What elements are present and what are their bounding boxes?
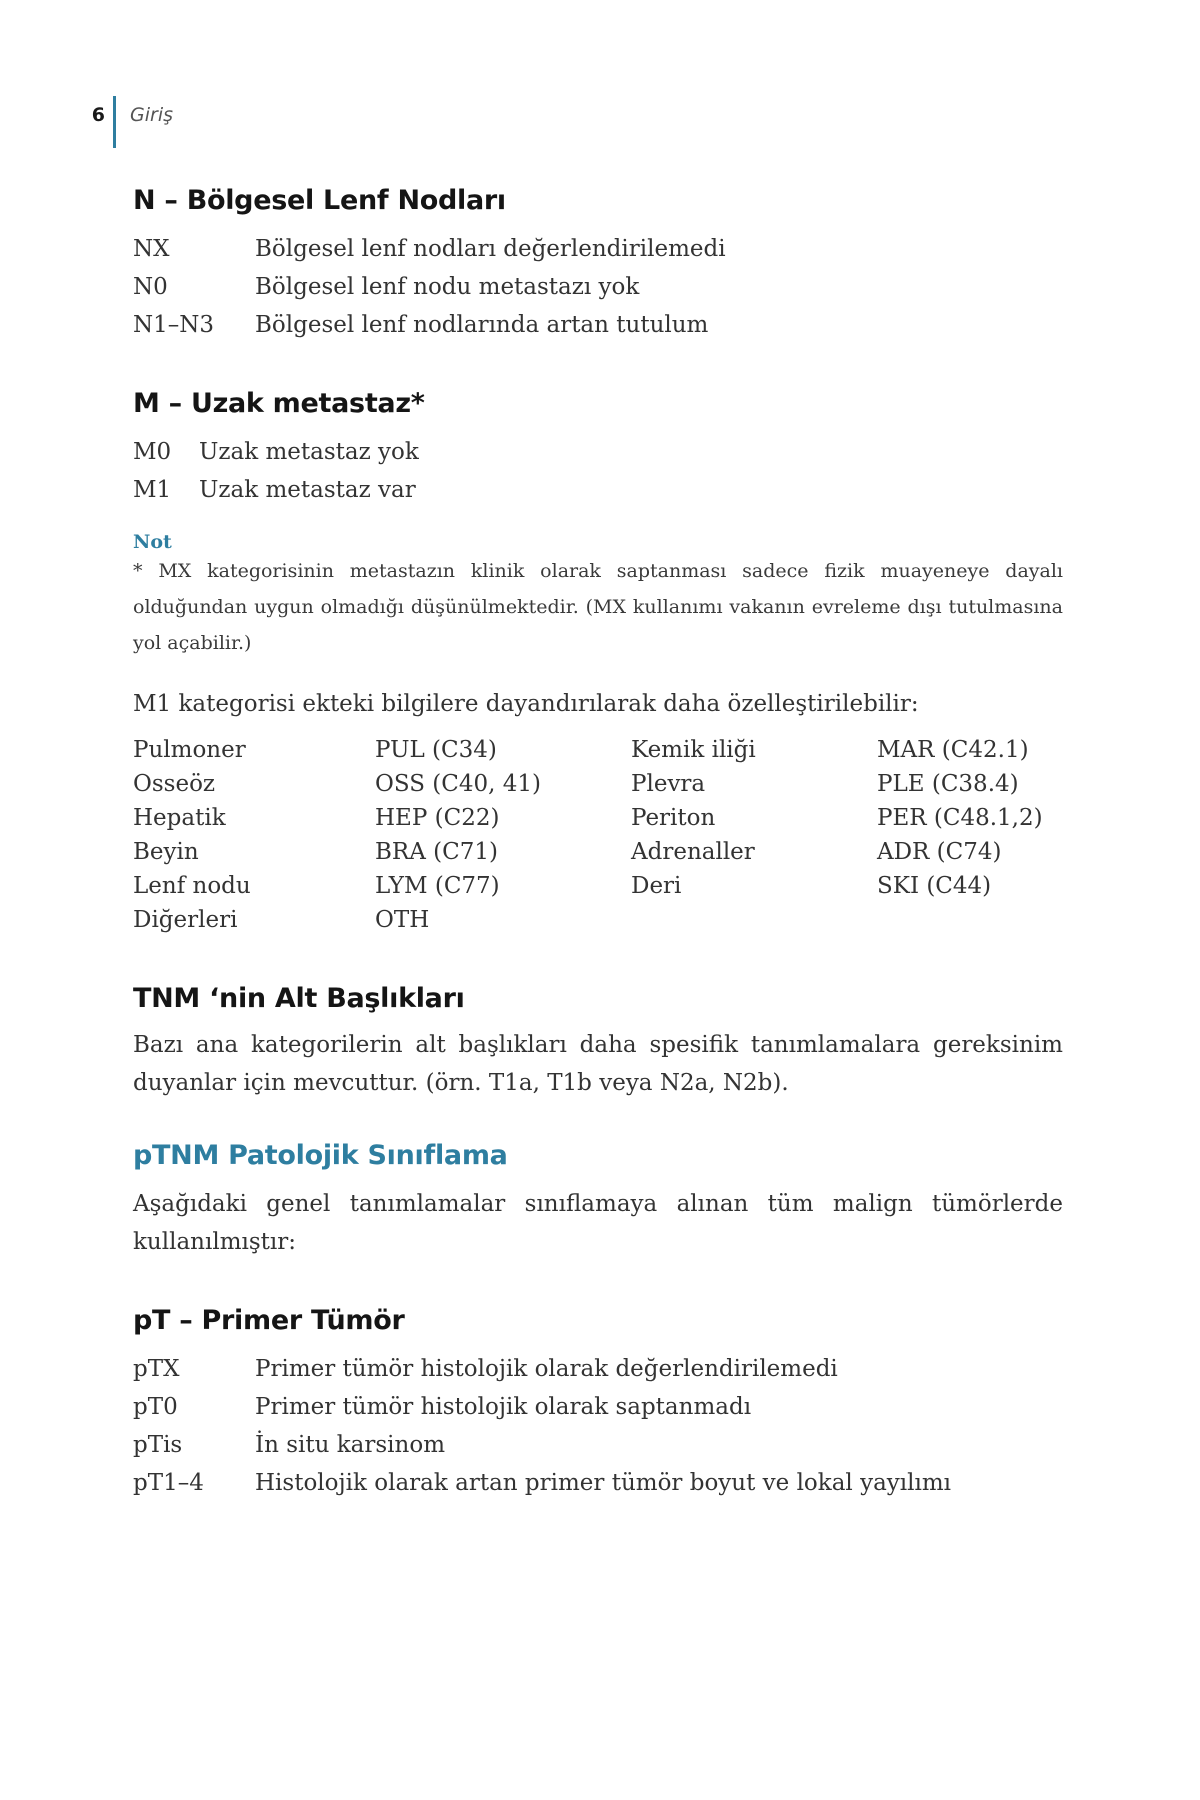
site-code: PUL (C34) xyxy=(375,737,497,763)
site-code: SKI (C44) xyxy=(877,873,992,899)
definition-row xyxy=(133,1464,1063,1502)
site-code: BRA (C71) xyxy=(375,839,498,865)
site-code xyxy=(877,903,1063,937)
definition-text: Bölgesel lenf nodları değerlendirilemedi xyxy=(255,236,726,262)
m1-sites-table xyxy=(133,733,1063,937)
definition-text: Primer tümör histolojik olarak saptanmadı xyxy=(255,1394,752,1420)
site-name: Lenf nodu xyxy=(133,873,251,899)
site-code: HEP (C22) xyxy=(375,805,500,831)
site-name: Adrenaller xyxy=(631,839,755,865)
site-name: Hepatik xyxy=(133,805,226,831)
site-name: Kemik iliği xyxy=(631,737,756,763)
note-text: * MX kategorisinin metastazın klinik olarak saptanması sadece fizik muayeneye dayalı olduğundan uygun olmadığı düşünülmektedir. (MX kullanımı vakanın evreleme dışı tutulmasına yol açabilir.) xyxy=(133,560,1063,654)
definition-text: Primer tümör histolojik olarak değerlendirilemedi xyxy=(255,1356,838,1382)
site-name: Deri xyxy=(631,873,682,899)
definition-code: pT1–4 xyxy=(133,1470,204,1496)
definition-code: pT0 xyxy=(133,1394,178,1420)
m-section-title: M – Uzak metastaz* xyxy=(133,388,425,419)
header-divider xyxy=(113,96,116,148)
site-code: MAR (C42.1) xyxy=(877,737,1029,763)
note-label: Not xyxy=(133,531,172,553)
tnm-subheadings-text: Bazı ana kategorilerin alt başlıkları daha spesifik tanımlamalara gereksinim duyanlar için mevcuttur. (örn. T1a, T1b veya N2a, N2b). xyxy=(133,1032,1063,1096)
site-name xyxy=(631,903,877,937)
pt-section-title: pT – Primer Tümör xyxy=(133,1305,405,1336)
definition-row xyxy=(133,306,1063,344)
definition-text: Uzak metastaz yok xyxy=(199,439,419,465)
n-section-title: N – Bölgesel Lenf Nodları xyxy=(133,185,506,216)
definition-row xyxy=(133,1388,1063,1426)
site-code: OSS (C40, 41) xyxy=(375,771,541,797)
definition-row xyxy=(133,230,1063,268)
site-name: Pulmoner xyxy=(133,737,246,763)
definition-row xyxy=(133,433,1063,471)
pt-definition-list xyxy=(133,1350,1063,1502)
site-name: Diğerleri xyxy=(133,907,238,933)
definition-code: M0 xyxy=(133,439,172,465)
m1-intro: M1 kategorisi ekteki bilgilere dayandırılarak daha özelleştirilebilir: xyxy=(133,691,919,717)
site-code: OTH xyxy=(375,907,430,933)
site-name: Periton xyxy=(631,805,716,831)
definition-row xyxy=(133,1426,1063,1464)
n-definition-list xyxy=(133,230,1063,344)
definition-code: N1–N3 xyxy=(133,312,215,338)
definition-text: Bölgesel lenf nodu metastazı yok xyxy=(255,274,640,300)
definition-row xyxy=(133,268,1063,306)
site-code: ADR (C74) xyxy=(877,839,1002,865)
definition-text: Uzak metastaz var xyxy=(199,477,416,503)
site-name: Beyin xyxy=(133,839,199,865)
site-code: LYM (C77) xyxy=(375,873,500,899)
page-content xyxy=(133,185,1063,1502)
tnm-subheadings-title: TNM ‘nin Alt Başlıkları xyxy=(133,983,465,1014)
definition-code: pTis xyxy=(133,1432,183,1458)
definition-row xyxy=(133,1350,1063,1388)
site-name: Osseöz xyxy=(133,771,216,797)
ptnm-text: Aşağıdaki genel tanımlamalar sınıflamaya alınan tüm malign tümörlerde kullanılmıştır: xyxy=(133,1191,1063,1255)
page-number: 6 xyxy=(91,104,105,126)
page-header xyxy=(85,96,173,152)
definition-row xyxy=(133,471,1063,509)
site-code: PER (C48.1,2) xyxy=(877,805,1043,831)
definition-code: N0 xyxy=(133,274,168,300)
definition-text: Bölgesel lenf nodlarında artan tutulum xyxy=(255,312,709,338)
ptnm-title: pTNM Patolojik Sınıflama xyxy=(133,1140,508,1171)
m-definition-list xyxy=(133,433,1063,509)
definition-text: İn situ karsinom xyxy=(255,1432,446,1458)
definition-code: M1 xyxy=(133,477,172,503)
site-code: PLE (C38.4) xyxy=(877,771,1019,797)
running-title: Giriş xyxy=(130,104,173,126)
definition-text: Histolojik olarak artan primer tümör boyut ve lokal yayılımı xyxy=(255,1470,952,1496)
site-name: Plevra xyxy=(631,771,706,797)
definition-code: NX xyxy=(133,236,170,262)
definition-code: pTX xyxy=(133,1356,180,1382)
